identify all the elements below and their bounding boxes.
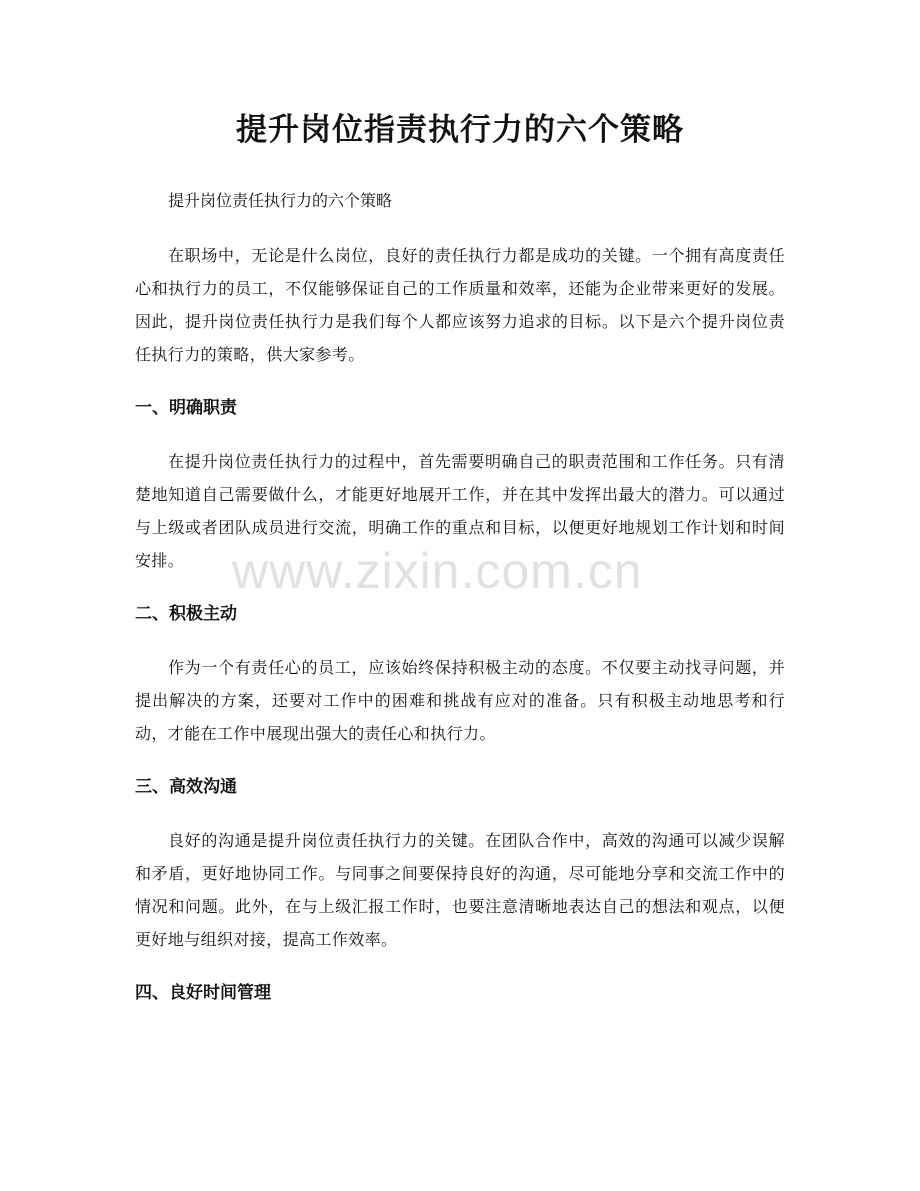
section-heading-3: 三、高效沟通	[135, 777, 237, 797]
page-title: 提升岗位指责执行力的六个策略	[236, 112, 684, 148]
watermark-text: www.zixin.com.cn	[232, 543, 643, 599]
section-body-3: 良好的沟通是提升岗位责任执行力的关键。在团队合作中，高效的沟通可以减少误解和矛盾，更好地协同工作。与同事之间要保持良好的沟通，尽可能地分享和交流工作中的情况和问题。此外，在与上级汇报工作时，也要注意清晰地表达自己的想法和观点，以便更好地与组织对接，提高工作效率。	[135, 831, 785, 949]
section-body-1: 在提升岗位责任执行力的过程中，首先需要明确自己的职责范围和工作任务。只有清楚地知道自己需要做什么，才能更好地展开工作，并在其中发挥出最大的潜力。可以通过与上级或者团队成员进行交流，明确工作的重点和目标，以便更好地规划工作计划和时间安排。	[135, 452, 785, 570]
document-body	[135, 184, 785, 1030]
section-body-2: 作为一个有责任心的员工，应该始终保持积极主动的态度。不仅要主动找寻问题，并提出解决的方案，还要对工作中的困难和挑战有应对的准备。只有积极主动地思考和行动，才能在工作中展现出强大的责任心和执行力。	[135, 658, 785, 743]
section-heading-4: 四、良好时间管理	[135, 983, 271, 1003]
section-heading-1: 一、明确职责	[135, 398, 237, 418]
section-heading-2: 二、积极主动	[135, 604, 237, 624]
document-subtitle: 提升岗位责任执行力的六个策略	[168, 191, 393, 210]
intro-paragraph: 在职场中，无论是什么岗位，良好的责任执行力都是成功的关键。一个拥有高度责任心和执行力的员工，不仅能够保证自己的工作质量和效率，还能为企业带来更好的发展。因此，提升岗位责任执行力是我们每个人都应该努力追求的目标。以下是六个提升岗位责任执行力的策略，供大家参考。	[135, 246, 785, 364]
